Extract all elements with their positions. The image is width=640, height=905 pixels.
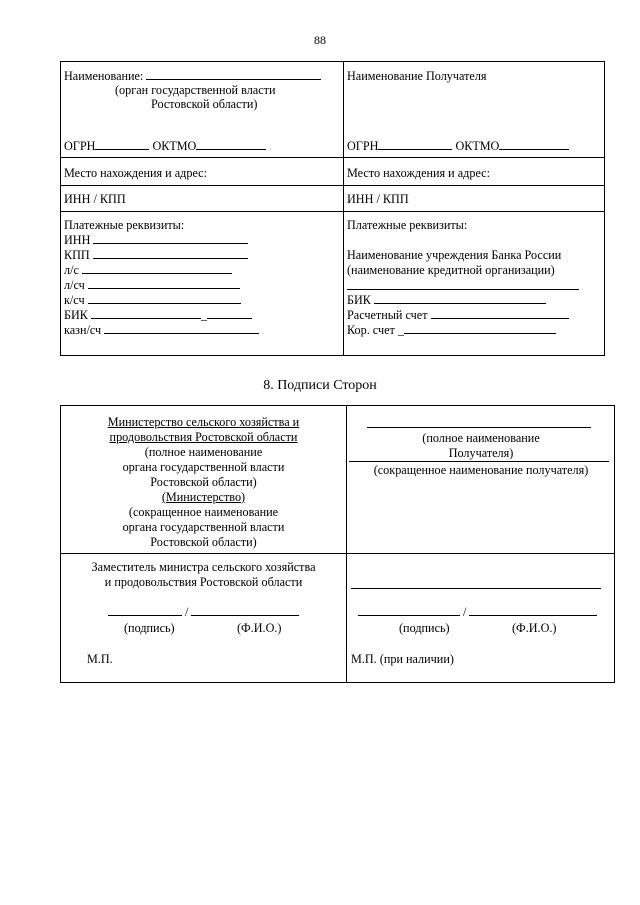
field-row: ИНН [64,233,248,248]
signature-line: / [358,605,597,620]
inn-kpp-label: ИНН / КПП [347,192,409,206]
signer-position: Заместитель министра сельского хозяйства [91,560,316,574]
stamp-label: М.П. (при наличии) [351,652,454,666]
field-row: КПП [64,248,248,263]
signature-line: / [108,605,299,620]
inn-kpp-label: ИНН / КПП [64,192,126,206]
full-name-note: Ростовской области) [150,475,257,489]
signature-label: (подпись) [399,621,450,635]
page-number: 88 [314,33,326,47]
recipient-full-name-note: (полное наименование [422,431,540,445]
full-name-note: (полное наименование [144,445,263,459]
stamp-label: М.П. [87,652,113,666]
short-name-note: Ростовской области) [150,535,257,549]
ministry-name: продовольствия Ростовской области [109,430,298,444]
field-row: казн/сч [64,323,259,338]
section-title: 8. Подписи Сторон [263,378,377,393]
payment-title: Платежные реквизиты: [347,218,468,232]
payment-title: Платежные реквизиты: [64,218,185,232]
requisites-table [60,61,605,356]
field-row: л/сч [64,278,240,293]
fio-label: (Ф.И.О.) [512,621,557,635]
recipient-full-name-note: Получателя) [448,446,514,460]
ogrn-oktmo: ОГРН ОКТМО [64,139,266,154]
field-row: БИК _ [64,308,252,323]
short-name-note: органа государственной власти [122,520,285,534]
signatures-table [60,405,615,683]
address-label: Место нахождения и адрес: [347,166,490,180]
name-note: (орган государственной власти [115,83,276,97]
fio-label: (Ф.И.О.) [237,621,282,635]
ministry-name: Министерство сельского хозяйства и [107,415,300,429]
ogrn-oktmo: ОГРН ОКТМО [347,139,569,154]
address-label: Место нахождения и адрес: [64,166,207,180]
bik-row: БИК [347,293,546,308]
account-row: Расчетный счет [347,308,569,323]
signature-label: (подпись) [124,621,175,635]
recipient-short-name-note: (сокращенное наименование получателя) [373,463,589,477]
full-name-note: органа государственной власти [122,460,285,474]
name-label: Наименование: [64,69,321,84]
bank-name: Наименование учреждения Банка России [347,248,562,262]
short-name: (Министерство) [161,490,246,504]
field-row: к/сч [64,293,241,308]
recipient-name-label: Наименование Получателя [347,69,487,83]
name-note: Ростовской области) [151,97,258,111]
bank-name-note: (наименование кредитной организации) [347,263,555,277]
corr-account-row: Кор. счет _ [347,323,556,338]
short-name-note: (сокращенное наименование [128,505,279,519]
signer-position: и продовольствия Ростовской области [104,575,303,589]
field-row: л/с [64,263,232,278]
